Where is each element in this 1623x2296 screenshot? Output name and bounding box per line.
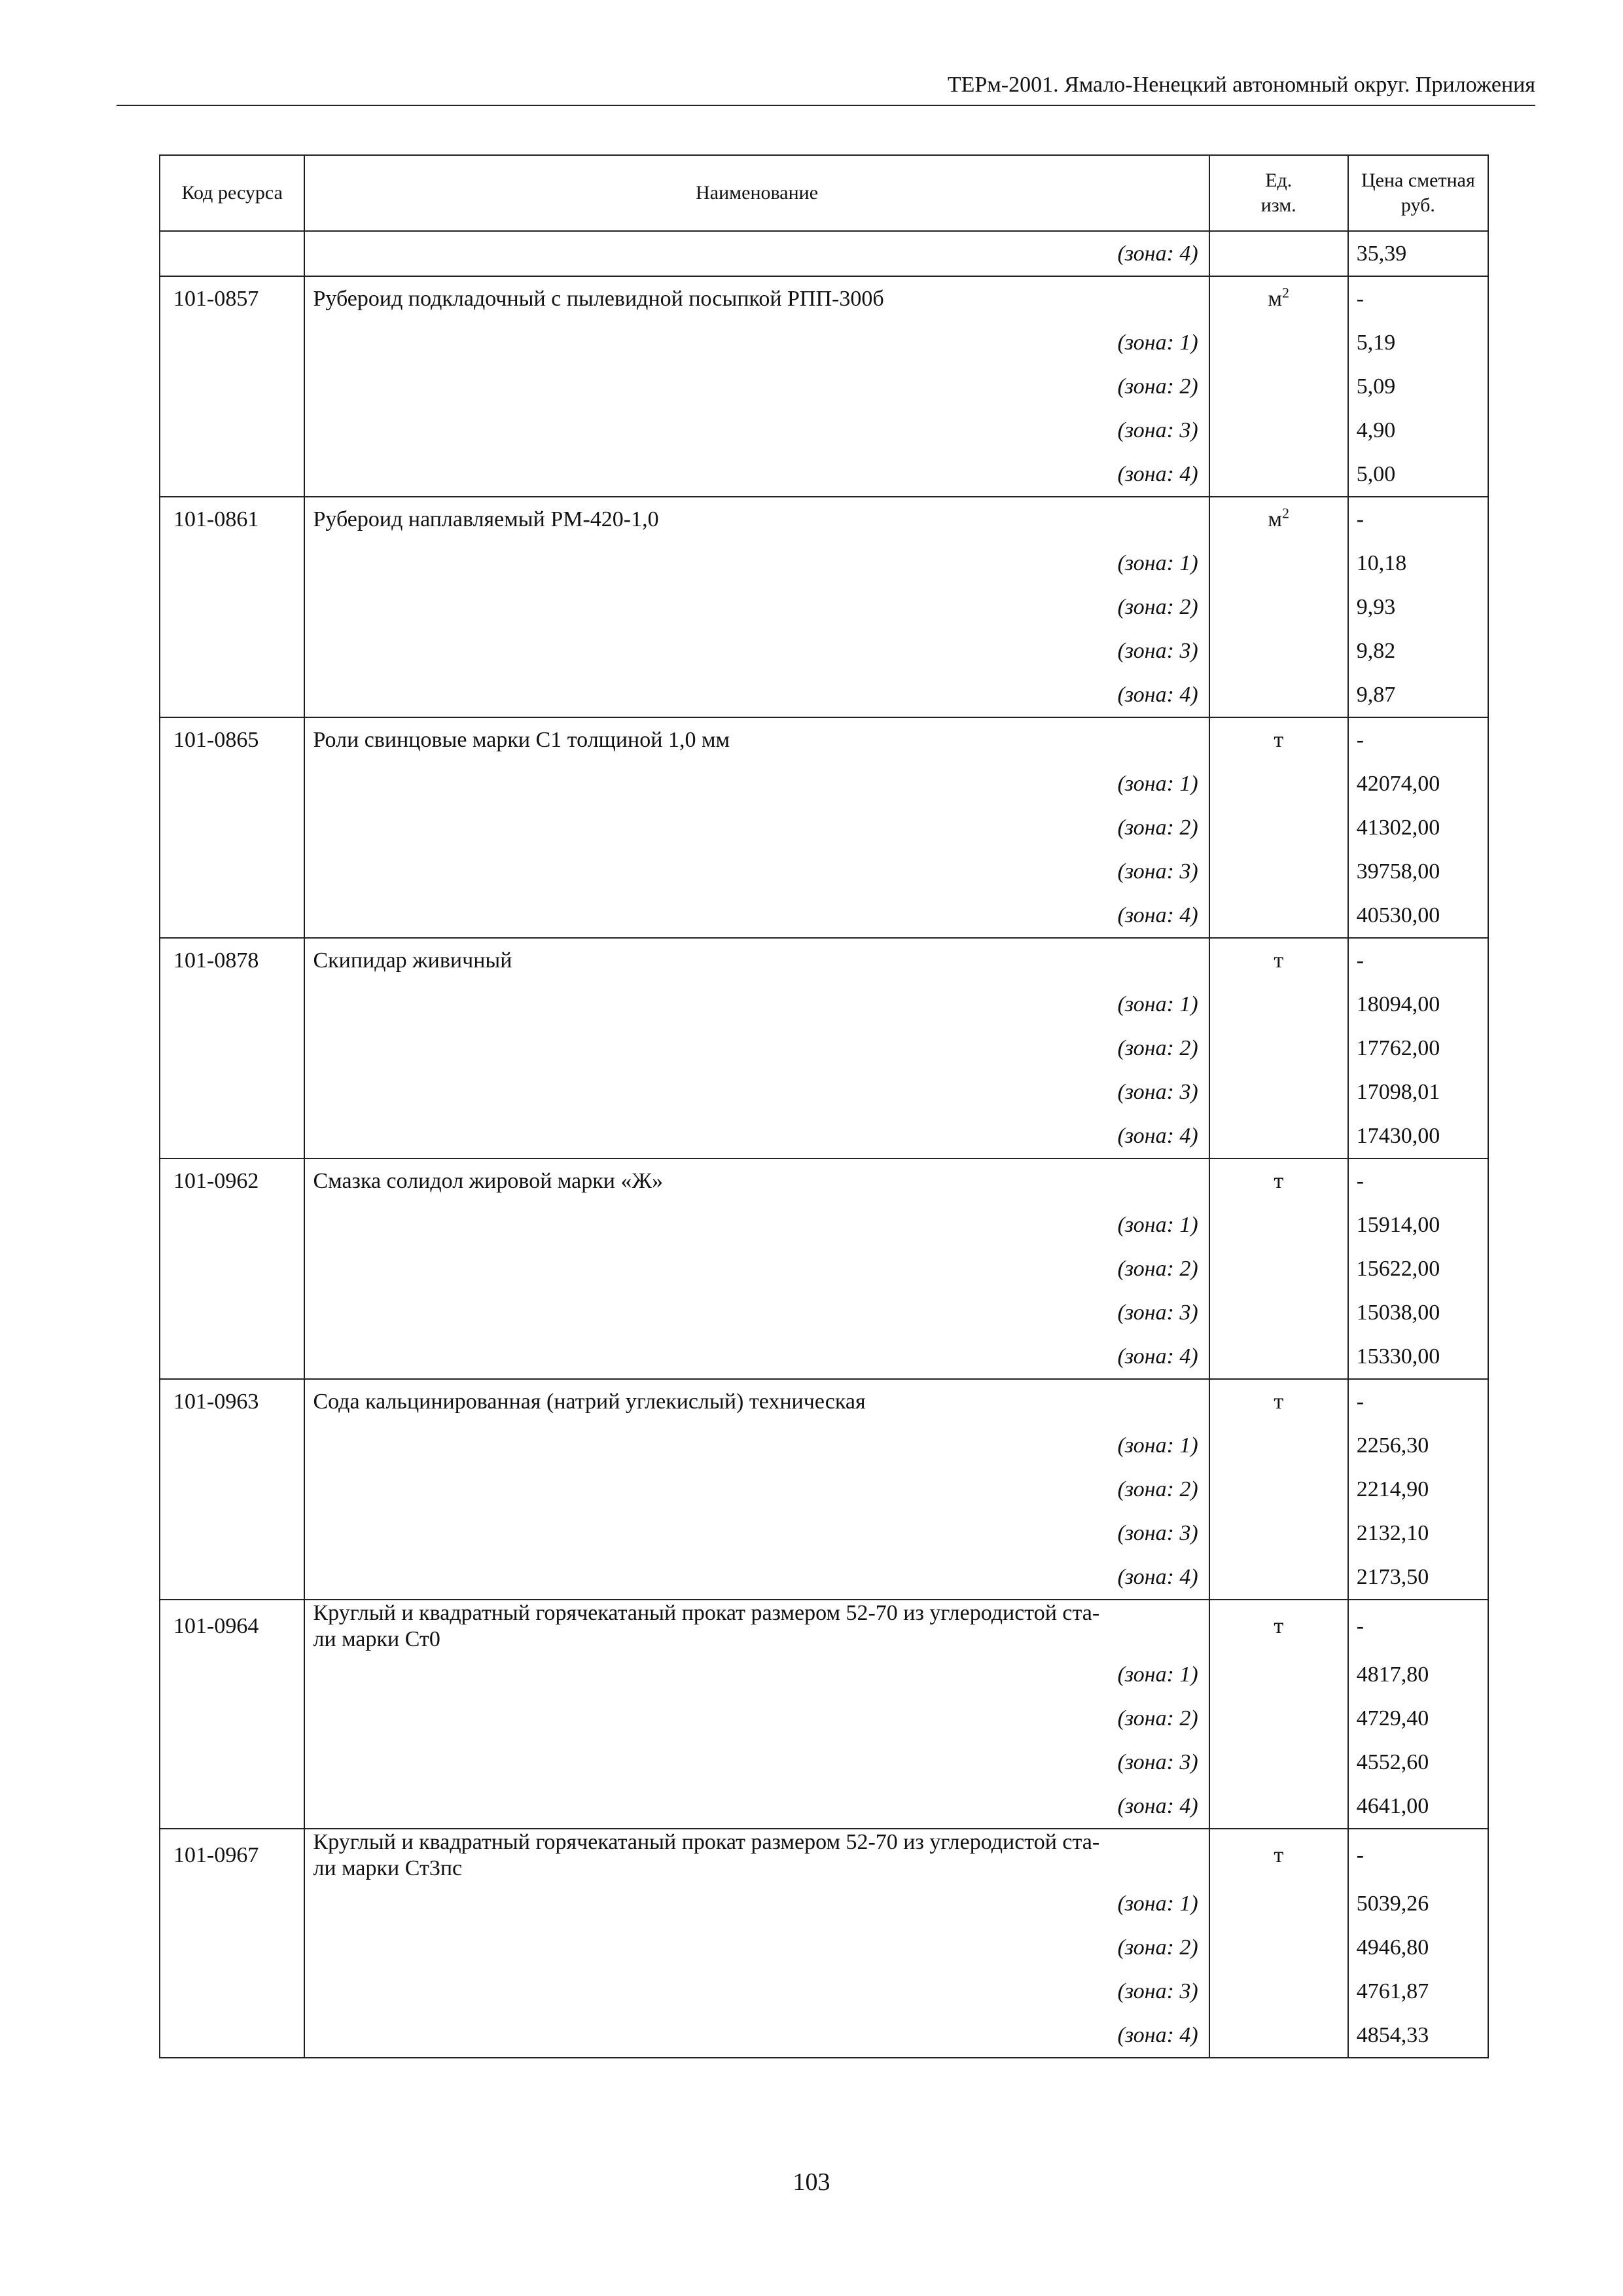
empty-code-cell (160, 806, 304, 850)
resource-name: Скипидар живичный (304, 938, 1209, 982)
zone-row (160, 629, 1488, 673)
carry-over-unit (1209, 231, 1348, 276)
unit-superscript: 2 (1282, 284, 1290, 301)
empty-unit-cell (1209, 1740, 1348, 1784)
zone-price: 17430,00 (1348, 1114, 1488, 1158)
base-price: - (1348, 938, 1488, 982)
zone-label: (зона: 4) (304, 893, 1209, 938)
zone-row (160, 585, 1488, 629)
unit-label: т (1274, 1168, 1284, 1193)
base-price: - (1348, 497, 1488, 541)
unit-label: т (1274, 1614, 1284, 1638)
empty-unit-cell (1209, 1653, 1348, 1696)
resource-name: Сода кальцинированная (натрий углекислый) техническая (304, 1379, 1209, 1424)
zone-price: 5,09 (1348, 365, 1488, 408)
zone-row (160, 365, 1488, 408)
page-header (116, 71, 1535, 106)
zone-row (160, 1555, 1488, 1600)
base-price: - (1348, 1158, 1488, 1203)
carry-over-zone: (зона: 4) (304, 231, 1209, 276)
empty-code-cell (160, 321, 304, 365)
zone-row (160, 321, 1488, 365)
base-price: - (1348, 1600, 1488, 1653)
zone-price: 2256,30 (1348, 1424, 1488, 1467)
zone-row (160, 2013, 1488, 2058)
zone-price: 18094,00 (1348, 982, 1488, 1026)
zone-label: (зона: 2) (304, 1926, 1209, 1969)
resource-unit (1209, 938, 1348, 982)
zone-row (160, 1247, 1488, 1291)
empty-unit-cell (1209, 408, 1348, 452)
zone-price: 15622,00 (1348, 1247, 1488, 1291)
resource-unit (1209, 497, 1348, 541)
empty-code-cell (160, 673, 304, 717)
table-row (160, 1600, 1488, 1653)
zone-row (160, 1882, 1488, 1926)
zone-row (160, 1026, 1488, 1070)
empty-unit-cell (1209, 850, 1348, 893)
empty-code-cell (160, 893, 304, 938)
zone-price: 2214,90 (1348, 1467, 1488, 1511)
zone-price: 4854,33 (1348, 2013, 1488, 2058)
unit-label: т (1274, 727, 1284, 752)
empty-code-cell (160, 1969, 304, 2013)
zone-price: 39758,00 (1348, 850, 1488, 893)
resource-name (304, 1829, 1209, 1882)
zone-price: 2173,50 (1348, 1555, 1488, 1600)
zone-row (160, 893, 1488, 938)
zone-row (160, 1784, 1488, 1829)
zone-row (160, 673, 1488, 717)
resource-name: Смазка солидол жировой марки «Ж» (304, 1158, 1209, 1203)
empty-code-cell (160, 1467, 304, 1511)
empty-code-cell (160, 585, 304, 629)
zone-price: 9,87 (1348, 673, 1488, 717)
zone-label: (зона: 1) (304, 1882, 1209, 1926)
zone-label: (зона: 1) (304, 982, 1209, 1026)
resource-code: 101-0865 (160, 717, 304, 762)
empty-code-cell (160, 629, 304, 673)
empty-code-cell (160, 1653, 304, 1696)
zone-label: (зона: 3) (304, 1070, 1209, 1114)
unit-label: т (1274, 948, 1284, 973)
empty-unit-cell (1209, 1335, 1348, 1379)
empty-unit-cell (1209, 1696, 1348, 1740)
price-table (159, 154, 1489, 2058)
empty-unit-cell (1209, 806, 1348, 850)
resource-name (304, 1600, 1209, 1653)
resource-unit (1209, 1158, 1348, 1203)
zone-label: (зона: 1) (304, 1203, 1209, 1247)
resource-unit (1209, 1379, 1348, 1424)
zone-label: (зона: 3) (304, 850, 1209, 893)
empty-code-cell (160, 762, 304, 806)
zone-label: (зона: 2) (304, 1026, 1209, 1070)
empty-code-cell (160, 1203, 304, 1247)
empty-code-cell (160, 1424, 304, 1467)
empty-code-cell (160, 1511, 304, 1555)
zone-price: 5,00 (1348, 452, 1488, 497)
zone-row (160, 408, 1488, 452)
zone-price: 9,93 (1348, 585, 1488, 629)
zone-label: (зона: 3) (304, 408, 1209, 452)
column-header-code: Код ресурса (160, 155, 304, 231)
zone-label: (зона: 1) (304, 541, 1209, 585)
empty-unit-cell (1209, 452, 1348, 497)
empty-unit-cell (1209, 1511, 1348, 1555)
empty-code-cell (160, 1291, 304, 1335)
price-header-line1: Цена сметная (1361, 170, 1475, 191)
zone-price: 15330,00 (1348, 1335, 1488, 1379)
zone-label: (зона: 4) (304, 1784, 1209, 1829)
empty-code-cell (160, 1926, 304, 1969)
empty-code-cell (160, 1114, 304, 1158)
zone-price: 17762,00 (1348, 1026, 1488, 1070)
zone-price: 4761,87 (1348, 1969, 1488, 2013)
resource-unit (1209, 1600, 1348, 1653)
zone-row (160, 1969, 1488, 2013)
zone-label: (зона: 3) (304, 1511, 1209, 1555)
zone-label: (зона: 4) (304, 1335, 1209, 1379)
zone-label: (зона: 2) (304, 1467, 1209, 1511)
empty-unit-cell (1209, 1026, 1348, 1070)
empty-unit-cell (1209, 1247, 1348, 1291)
zone-row (160, 1424, 1488, 1467)
zone-price: 4729,40 (1348, 1696, 1488, 1740)
resource-code: 101-0857 (160, 276, 304, 321)
zone-row (160, 1926, 1488, 1969)
carry-over-code (160, 231, 304, 276)
resource-name-line1: Круглый и квадратный горячекатаный прокат размером 52-70 из углеродистой ста- (313, 1601, 1100, 1625)
zone-row (160, 1511, 1488, 1555)
zone-row (160, 762, 1488, 806)
zone-price: 5,19 (1348, 321, 1488, 365)
resource-unit (1209, 276, 1348, 321)
base-price: - (1348, 1829, 1488, 1882)
zone-price: 9,82 (1348, 629, 1488, 673)
zone-price: 4641,00 (1348, 1784, 1488, 1829)
empty-code-cell (160, 1335, 304, 1379)
zone-row (160, 1114, 1488, 1158)
resource-name: Рубероид подкладочный с пылевидной посыпкой РПП-300б (304, 276, 1209, 321)
zone-row (160, 1335, 1488, 1379)
empty-unit-cell (1209, 1291, 1348, 1335)
resource-unit (1209, 717, 1348, 762)
empty-unit-cell (1209, 541, 1348, 585)
zone-row (160, 806, 1488, 850)
zone-row (160, 1291, 1488, 1335)
carry-over-price: 35,39 (1348, 231, 1488, 276)
zone-row (160, 850, 1488, 893)
resource-name: Рубероид наплавляемый РМ-420-1,0 (304, 497, 1209, 541)
resource-name-line1: Круглый и квадратный горячекатаный прокат размером 52-70 из углеродистой ста- (313, 1830, 1100, 1854)
column-header-name: Наименование (304, 155, 1209, 231)
unit-header-line1: Ед. (1265, 170, 1293, 191)
empty-code-cell (160, 452, 304, 497)
column-header-unit (1209, 155, 1348, 231)
empty-code-cell (160, 1784, 304, 1829)
zone-label: (зона: 4) (304, 1555, 1209, 1600)
unit-header-line2: изм. (1260, 194, 1296, 216)
zone-price: 15914,00 (1348, 1203, 1488, 1247)
table-row (160, 497, 1488, 541)
base-price: - (1348, 717, 1488, 762)
zone-label: (зона: 3) (304, 629, 1209, 673)
zone-label: (зона: 3) (304, 1291, 1209, 1335)
unit-label: т (1274, 1843, 1284, 1867)
zone-label: (зона: 2) (304, 365, 1209, 408)
table-row (160, 1158, 1488, 1203)
empty-unit-cell (1209, 1926, 1348, 1969)
empty-unit-cell (1209, 2013, 1348, 2058)
zone-row (160, 541, 1488, 585)
zone-row (160, 1696, 1488, 1740)
zone-label: (зона: 2) (304, 806, 1209, 850)
resource-code: 101-0861 (160, 497, 304, 541)
resource-code: 101-0962 (160, 1158, 304, 1203)
zone-price: 42074,00 (1348, 762, 1488, 806)
empty-unit-cell (1209, 982, 1348, 1026)
empty-code-cell (160, 1882, 304, 1926)
resource-code: 101-0878 (160, 938, 304, 982)
table-row (160, 717, 1488, 762)
carry-over-row (160, 231, 1488, 276)
empty-unit-cell (1209, 1784, 1348, 1829)
empty-code-cell (160, 541, 304, 585)
zone-price: 4,90 (1348, 408, 1488, 452)
zone-price: 2132,10 (1348, 1511, 1488, 1555)
zone-row (160, 1467, 1488, 1511)
zone-label: (зона: 1) (304, 762, 1209, 806)
empty-unit-cell (1209, 1969, 1348, 2013)
running-title: ТЕРм-2001. Ямало-Ненецкий автономный округ. Приложения (947, 73, 1535, 97)
empty-unit-cell (1209, 1114, 1348, 1158)
unit-label: м (1268, 507, 1283, 531)
empty-code-cell (160, 365, 304, 408)
empty-unit-cell (1209, 762, 1348, 806)
empty-code-cell (160, 1696, 304, 1740)
table-row (160, 276, 1488, 321)
zone-label: (зона: 1) (304, 1424, 1209, 1467)
zone-label: (зона: 1) (304, 1653, 1209, 1696)
empty-unit-cell (1209, 893, 1348, 938)
empty-code-cell (160, 1555, 304, 1600)
empty-code-cell (160, 982, 304, 1026)
zone-row (160, 982, 1488, 1026)
zone-price: 4946,80 (1348, 1926, 1488, 1969)
empty-unit-cell (1209, 1882, 1348, 1926)
empty-unit-cell (1209, 629, 1348, 673)
unit-superscript: 2 (1282, 505, 1290, 522)
table-row (160, 938, 1488, 982)
empty-unit-cell (1209, 585, 1348, 629)
empty-code-cell (160, 2013, 304, 2058)
resource-name: Роли свинцовые марки С1 толщиной 1,0 мм (304, 717, 1209, 762)
zone-label: (зона: 4) (304, 2013, 1209, 2058)
empty-unit-cell (1209, 321, 1348, 365)
zone-price: 10,18 (1348, 541, 1488, 585)
empty-unit-cell (1209, 1070, 1348, 1114)
unit-label: м (1268, 286, 1283, 311)
empty-unit-cell (1209, 673, 1348, 717)
zone-row (160, 1203, 1488, 1247)
zone-label: (зона: 3) (304, 1740, 1209, 1784)
empty-code-cell (160, 1070, 304, 1114)
page-number: 103 (793, 2168, 830, 2196)
unit-label: т (1274, 1389, 1284, 1414)
table-row (160, 1379, 1488, 1424)
empty-unit-cell (1209, 1555, 1348, 1600)
zone-price: 15038,00 (1348, 1291, 1488, 1335)
table-header (160, 155, 1488, 231)
zone-label: (зона: 3) (304, 1969, 1209, 2013)
resource-code: 101-0963 (160, 1379, 304, 1424)
zone-row (160, 452, 1488, 497)
zone-row (160, 1653, 1488, 1696)
zone-label: (зона: 4) (304, 1114, 1209, 1158)
zone-label: (зона: 2) (304, 1696, 1209, 1740)
table-body (160, 231, 1488, 2058)
price-header-line2: руб. (1400, 194, 1435, 216)
zone-price: 40530,00 (1348, 893, 1488, 938)
resource-name-line2: ли марки Ст0 (313, 1627, 440, 1651)
zone-label: (зона: 2) (304, 1247, 1209, 1291)
zone-price: 5039,26 (1348, 1882, 1488, 1926)
resource-unit (1209, 1829, 1348, 1882)
zone-row (160, 1740, 1488, 1784)
zone-label: (зона: 4) (304, 673, 1209, 717)
empty-code-cell (160, 1740, 304, 1784)
empty-unit-cell (1209, 365, 1348, 408)
empty-code-cell (160, 1247, 304, 1291)
zone-row (160, 1070, 1488, 1114)
column-header-price (1348, 155, 1488, 231)
zone-label: (зона: 4) (304, 452, 1209, 497)
zone-price: 41302,00 (1348, 806, 1488, 850)
empty-unit-cell (1209, 1467, 1348, 1511)
empty-code-cell (160, 1026, 304, 1070)
zone-price: 4552,60 (1348, 1740, 1488, 1784)
table-row (160, 1829, 1488, 1882)
resource-name-line2: ли марки Ст3пс (313, 1856, 463, 1880)
base-price: - (1348, 1379, 1488, 1424)
zone-label: (зона: 1) (304, 321, 1209, 365)
zone-price: 4817,80 (1348, 1653, 1488, 1696)
empty-unit-cell (1209, 1203, 1348, 1247)
empty-unit-cell (1209, 1424, 1348, 1467)
empty-code-cell (160, 850, 304, 893)
zone-price: 17098,01 (1348, 1070, 1488, 1114)
zone-label: (зона: 2) (304, 585, 1209, 629)
base-price: - (1348, 276, 1488, 321)
empty-code-cell (160, 408, 304, 452)
resource-code: 101-0964 (160, 1600, 304, 1653)
resource-code: 101-0967 (160, 1829, 304, 1882)
